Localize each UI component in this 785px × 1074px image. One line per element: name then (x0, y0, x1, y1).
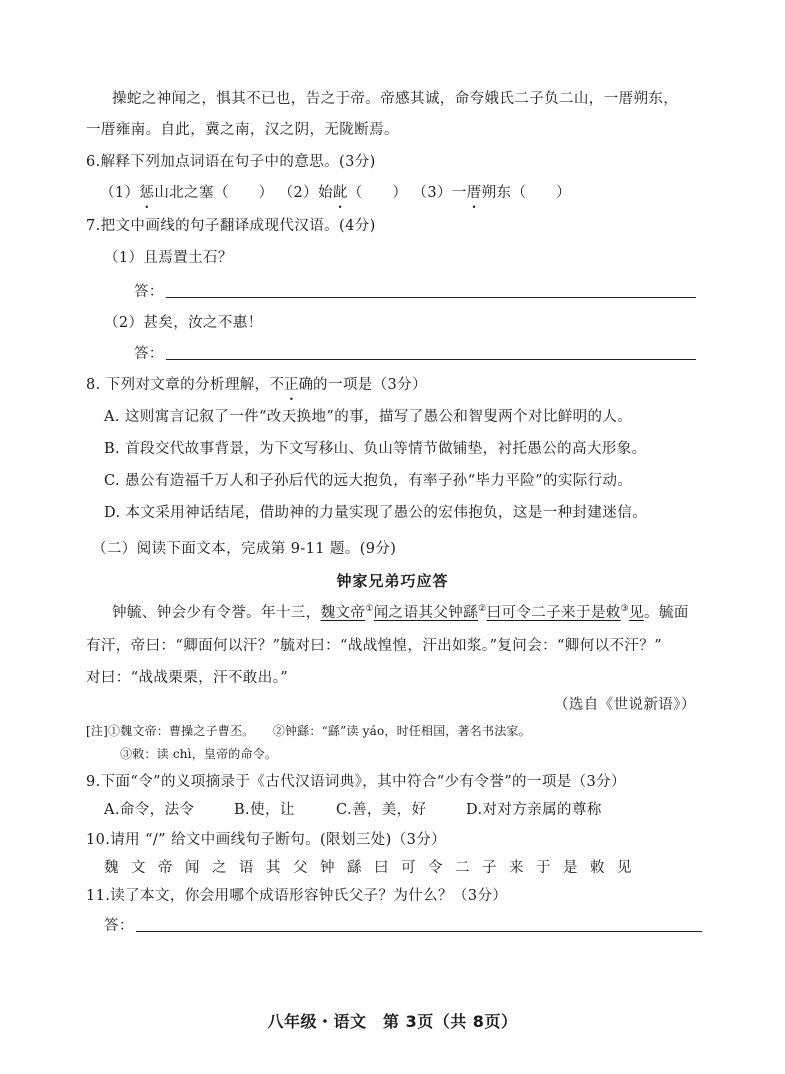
question-11-stem: 11.读了本文，你会用哪个成语形容钟氏父子？为什么？（3分） (86, 888, 508, 904)
answer-label: 答： (134, 346, 164, 362)
answer-line[interactable] (136, 931, 702, 932)
question-6-stem: 6.解释下列加点词语在句子中的意思。(3分) (86, 154, 376, 170)
q9-option-c: C.善，美，好 (336, 802, 427, 818)
option-d: D. 本文采用神话结尾，借助神的力量实现了愚公的宏伟抱负，这是一种封建迷信。 (104, 505, 648, 521)
dotted-word: 厝 (466, 185, 482, 201)
note-line: ③敕：读 chì，皇帝的命令。 (120, 747, 278, 761)
q9-option-d: D.对对方亲属的尊称 (466, 802, 602, 818)
dotted-word: 龀 (332, 185, 348, 201)
dotted-word: 不正确 (269, 377, 314, 393)
question-8-stem: 8. 下列对文章的分析理解，不正确的一项是（3分） (86, 377, 427, 393)
passage-paragraph-line: 对曰：“战战栗栗，汗不敢出。” (86, 670, 289, 686)
question-9-stem: 9.下面“令”的义项摘录于《古代汉语词典》，其中符合“少有令誉”的一项是（3分） (86, 774, 626, 790)
passage-line: 操蛇之神闻之，惧其不已也，告之于帝。帝感其诚，命夸娥氏二子负二山，一厝朔东， (112, 91, 679, 107)
page-footer: 八年级・语文 第 3页（共 8页） (267, 1012, 518, 1031)
q9-option-a: A.命令，法令 (104, 802, 195, 818)
dotted-word: 惩 (139, 185, 155, 201)
question-6-items: （1）惩山北之塞（ ） （2）始龀（ ） （3）一厝朔东（ ） (100, 185, 572, 201)
q9-option-b: B.使，让 (234, 802, 295, 818)
source-citation: （选自《世说新语》） (554, 697, 696, 713)
punctuation-exercise-text: 魏文帝闻之语其父钟繇曰可令二子来于是敕见 (104, 860, 644, 876)
option-b: B. 首段交代故事背景，为下文写移山、负山等情节做铺垫，衬托愚公的高大形象。 (104, 441, 647, 457)
option-c: C. 愚公有造福千万人和子孙后代的远大抱负，有率子孙“毕力平险”的实际行动。 (104, 473, 633, 489)
question-10-stem: 10.请用 “/” 给文中画线句子断句。(限划三处)（3分） (86, 832, 447, 848)
note-line: [注]①魏文帝：曹操之子曹丕。 ②钟繇：“繇”读 yáo，时任相国，著名书法家。 (86, 724, 531, 738)
question-7-sentence-2: （2）甚矣，汝之不惠！ (104, 315, 263, 331)
question-7-stem: 7.把文中画线的句子翻译成现代汉语。(4分) (86, 218, 376, 234)
answer-label: 答： (104, 918, 134, 934)
passage-title: 钟家兄弟巧应答 (336, 572, 449, 590)
answer-label: 答： (134, 284, 164, 300)
question-7-sentence-1: （1）且焉置土石？ (104, 250, 233, 266)
passage-paragraph-line: 有汗，帝曰：“卿面何以汗？”毓对曰：“战战惶惶，汗出如浆。”复问会：“卿何以不汗？” (86, 638, 663, 654)
answer-line[interactable] (166, 297, 696, 298)
passage-line: 一厝雍南。自此，冀之南，汉之阴，无陇断焉。 (86, 122, 399, 138)
option-a: A. 这则寓言记叙了一件“改天换地”的事，描写了愚公和智叟两个对比鲜明的人。 (104, 409, 633, 425)
answer-line[interactable] (166, 359, 696, 360)
passage-paragraph-line: 钟毓、钟会少有令誉。年十三，魏文帝①闻之语其父钟繇②曰可令二子来于是敕③见。毓面 (112, 604, 689, 621)
section-heading: （二）阅读下面文本，完成第 9-11 题。(9分) (92, 541, 397, 557)
